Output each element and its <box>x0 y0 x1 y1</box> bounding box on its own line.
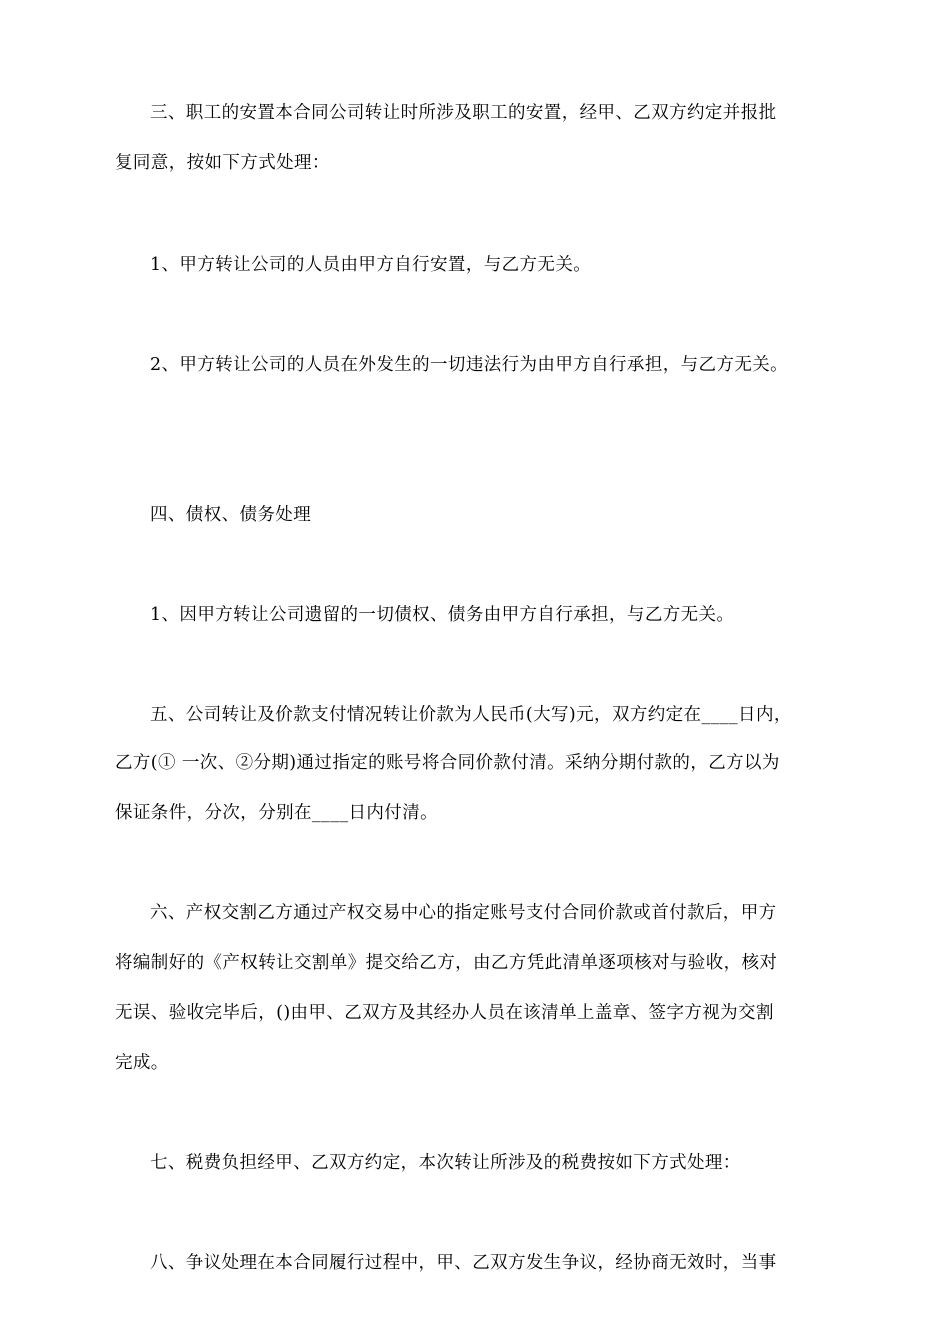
section-6-line-3: 无误、验收完毕后，()由甲、乙双方及其经办人员在该清单上盖章、签字方视为交割 <box>115 1003 774 1023</box>
section-5-line-2: 乙方(① 一次、②分期)通过指定的账号将合同价款付清。采纳分期付款的，乙方以为 <box>115 753 780 773</box>
section-4-item-1: 1、因甲方转让公司遗留的一切债权、债务由甲方自行承担，与乙方无关。 <box>150 605 735 625</box>
section-5-line-1: 五、公司转让及价款支付情况转让价款为人民币(大写)元，双方约定在____日内， <box>150 705 792 725</box>
paragraph-3-item-1: 1、甲方转让公司的人员由甲方自行安置，与乙方无关。 <box>150 255 592 275</box>
paragraph-3-item-2: 2、甲方转让公司的人员在外发生的一切违法行为由甲方自行承担，与乙方无关。 <box>150 355 789 375</box>
section-5-line-3: 保证条件，分次，分别在____日内付清。 <box>115 803 438 823</box>
paragraph-3-line-1: 三、职工的安置本合同公司转让时所涉及职工的安置，经甲、乙双方约定并报批 <box>150 103 777 123</box>
section-6-line-4: 完成。 <box>115 1053 169 1073</box>
section-7-line-1: 七、税费负担经甲、乙双方约定，本次转让所涉及的税费按如下方式处理： <box>150 1153 741 1173</box>
section-4-heading: 四、债权、债务处理 <box>150 505 312 525</box>
section-6-line-1: 六、产权交割乙方通过产权交易中心的指定账号支付合同价款或首付款后，甲方 <box>150 903 777 923</box>
section-8-line-1: 八、争议处理在本合同履行过程中，甲、乙双方发生争议，经协商无效时，当事 <box>150 1253 777 1273</box>
section-6-line-2: 将编制好的《产权转让交割单》提交给乙方，由乙方凭此清单逐项核对与验收，核对 <box>115 953 778 973</box>
paragraph-3-line-2: 复同意，按如下方式处理： <box>115 153 330 173</box>
